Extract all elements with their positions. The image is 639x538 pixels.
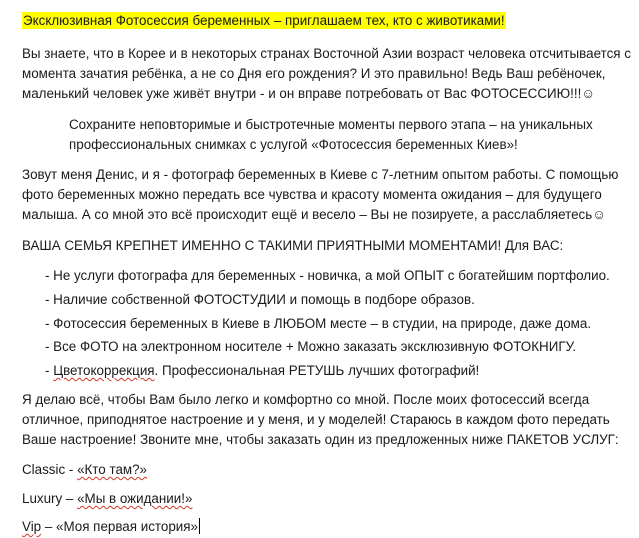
package-vip — [22, 517, 631, 537]
package-label: «Моя первая история» — [56, 519, 198, 534]
package-label: «Кто там?» — [77, 462, 147, 477]
closing-line-1: Я делаю всё, чтобы Вам было легко и комфортно со мной. После моих фотосессий всегда — [22, 392, 590, 407]
spellcheck-word: Цветокоррекция — [53, 363, 155, 378]
package-separator: – — [41, 519, 57, 534]
bullet-item-5 — [45, 361, 631, 381]
text-cursor — [199, 518, 200, 534]
package-separator: – — [62, 491, 78, 506]
about-line-3: малыша. А со мной это всё происходит ещё и весело – Вы не позируете, а расслабляетесь☺ — [22, 207, 606, 222]
quote-line-1: Сохраните неповторимые и быстротечные моменты первого этапа – на уникальных — [69, 117, 593, 132]
package-name: Vip — [22, 519, 42, 534]
quote-line-2: профессиональных снимках с услугой «Фотосессия беременных Киев»! — [69, 137, 518, 152]
closing-line-3: Ваше настроение! Звоните мне, чтобы заказать один из предложенных ниже ПАКЕТОВ УСЛУГ: — [22, 432, 619, 447]
about-line-1: Зовут меня Денис, и я - фотограф беременных в Киеве с 7-летним опытом работы. С помощью — [22, 167, 619, 182]
highlighted-title: Эксклюзивная Фотосессия беременных – приглашаем тех, кто с животиками! — [23, 13, 505, 28]
bullet-item-3: - Фотосессия беременных в Киеве в ЛЮБОМ месте – в студии, на природе, даже дома. — [45, 316, 592, 331]
bullet-item-4: - Все ФОТО на электронном носителе + Можно заказать эксклюзивную ФОТОКНИГУ. — [45, 339, 577, 354]
about-line-2: фото беременных можно передать все чувства и красоту момента ожидания – для будущего — [22, 187, 602, 202]
intro-line-1: Вы знаете, что в Корее и в некоторых странах Восточной Азии возраст человека отсчитывается с — [22, 46, 631, 61]
bullet-item-1: - Не услуги фотографа для беременных - новичка, а мой ОПЫТ с богатейшим портфолио. — [45, 268, 610, 283]
family-heading: ВАША СЕМЬЯ КРЕПНЕТ ИМЕННО С ТАКИМИ ПРИЯТНЫМИ МОМЕНТАМИ! Для ВАС: — [22, 238, 564, 253]
package-name: Classic — [22, 462, 66, 477]
package-separator: - — [65, 462, 78, 477]
intro-line-2: момента зачатия ребёнка, а не со Дня его рождения? И это правильно! Ведь Ваш ребёночек, — [22, 66, 606, 81]
closing-line-2: отличное, приподнятое настроение и у меня, и у моделей! Стараюсь в каждом фото передать — [22, 412, 610, 427]
package-name: Luxury — [22, 491, 63, 506]
document-title — [22, 11, 631, 31]
bullet-rest: . Профессиональная РЕТУШЬ лучших фотографий! — [154, 363, 480, 378]
package-label: «Мы в ожидании!» — [77, 491, 193, 506]
bullet-prefix: - — [45, 363, 54, 378]
bullet-item-2: - Наличие собственной ФОТОСТУДИИ и помощь в подборе образов. — [45, 292, 475, 307]
package-luxury — [22, 489, 631, 509]
package-classic — [22, 460, 631, 480]
intro-line-3: маленький человек уже живёт внутри - и он вправе потребовать от Вас ФОТОСЕССИЮ!!!☺ — [22, 86, 596, 101]
